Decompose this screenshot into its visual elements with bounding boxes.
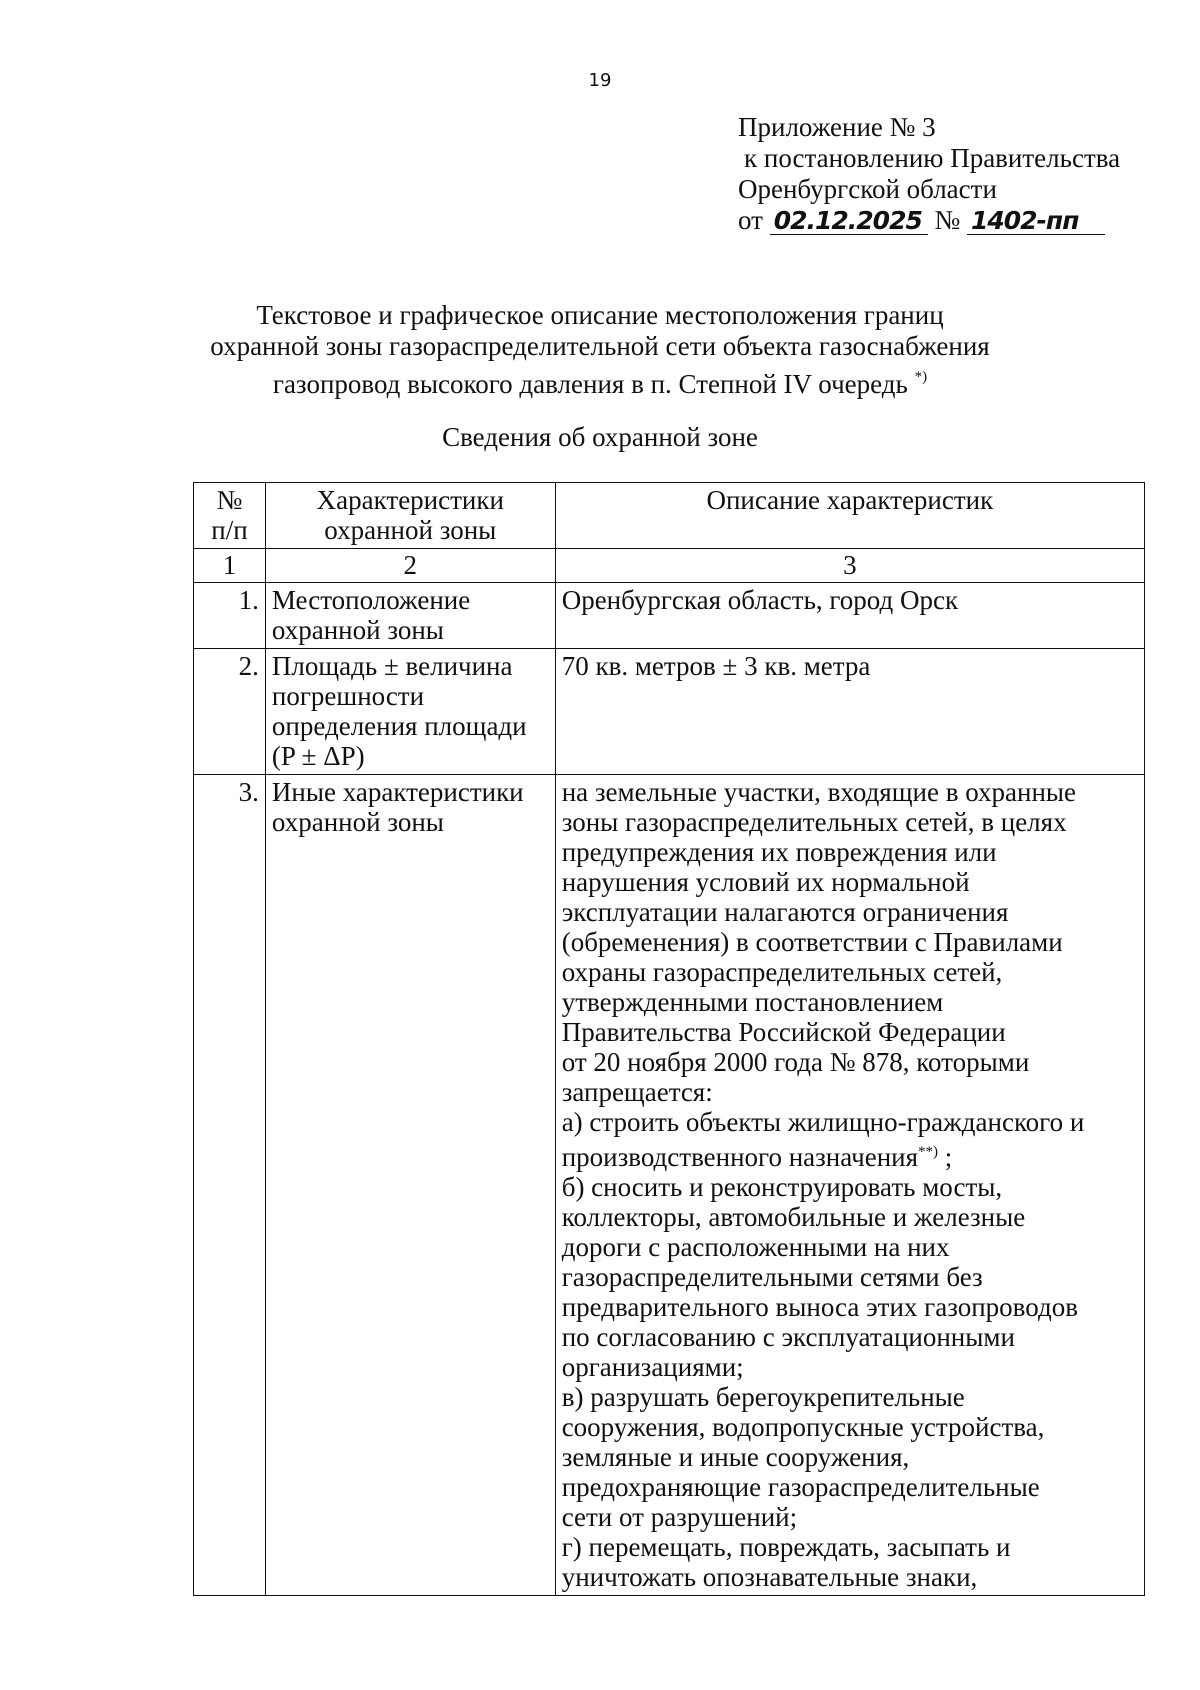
- row-number: 3.: [194, 775, 266, 1596]
- characteristic-line: охранной зоны: [271, 807, 444, 837]
- date-prefix: от: [738, 205, 763, 235]
- description-line: охраны газораспределительных сетей,: [561, 957, 1003, 987]
- description-line-with-footnote: [562, 1137, 1138, 1172]
- description-line: дороги с расположенными на них: [561, 1232, 950, 1262]
- description-line: организациями;: [561, 1352, 744, 1382]
- footnote-mark: **): [918, 1144, 939, 1160]
- row-description: [555, 583, 1144, 649]
- title-line-3-wrap: [0, 362, 1200, 400]
- description-line: зоны газораспределительных сетей, в целях: [561, 807, 1067, 837]
- header-characteristic-cell: [265, 483, 555, 549]
- description-line: Оренбургская область, город Орск: [561, 585, 959, 615]
- row-characteristic: [265, 583, 555, 649]
- description-line: 70 кв. метров ± 3 кв. метра: [561, 651, 871, 681]
- description-line: а) строить объекты жилищно-гражданского и: [561, 1107, 1085, 1137]
- table-row: [194, 649, 1145, 775]
- description-text: производственного назначения: [561, 1142, 919, 1172]
- characteristic-line: погрешности: [271, 681, 425, 711]
- header-characteristic-line-2: охранной зоны: [324, 515, 497, 545]
- description-line: газораспределительными сетями без: [561, 1262, 983, 1292]
- page-number: 19: [588, 70, 612, 91]
- document-title: [0, 300, 1200, 400]
- description-line: б) сносить и реконструировать мосты,: [561, 1172, 1003, 1202]
- appendix-block: [738, 112, 1120, 236]
- title-footnote-mark: *): [914, 369, 928, 385]
- appendix-line-2: к постановлению Правительства: [744, 143, 1121, 173]
- table-row: [194, 583, 1145, 649]
- description-line: Правительства Российской Федерации: [561, 1017, 1006, 1047]
- characteristic-line: Площадь ± величина: [271, 651, 513, 681]
- handwritten-date: 02.12.2025: [770, 208, 928, 235]
- description-line: в) разрушать берегоукрепительные: [561, 1382, 965, 1412]
- description-line: г) перемещать, повреждать, засыпать и: [561, 1532, 1011, 1562]
- table-header-row: [194, 483, 1145, 549]
- description-line: на земельные участки, входящие в охранные: [561, 777, 1077, 807]
- row-number: 2.: [194, 649, 266, 775]
- handwritten-number: 1402-пп: [967, 208, 1105, 235]
- description-line: сети от разрушений;: [561, 1502, 798, 1532]
- zone-info-table: [193, 482, 1145, 1596]
- description-line: утвержденными постановлением: [561, 987, 944, 1017]
- characteristic-line: Местоположение: [271, 585, 471, 615]
- appendix-line-3: Оренбургской области: [738, 174, 997, 204]
- section-subtitle: Сведения об охранной зоне: [442, 422, 758, 452]
- description-line: от 20 ноября 2000 года № 878, которыми: [561, 1047, 1030, 1077]
- row-description: [555, 775, 1144, 1596]
- description-line: (обременения) в соответствии с Правилами: [561, 927, 1063, 957]
- row-characteristic: [265, 775, 555, 1596]
- description-line: запрещается:: [561, 1077, 713, 1107]
- appendix-line-1: Приложение № 3: [738, 112, 936, 142]
- description-line: по согласованию с эксплуатационными: [561, 1322, 1015, 1352]
- description-line: сооружения, водопропускные устройства,: [561, 1412, 1045, 1442]
- table-row: [194, 775, 1145, 1596]
- title-line-1: Текстовое и графическое описание местоположения границ: [256, 300, 944, 330]
- description-line: предохраняющие газораспределительные: [561, 1472, 1040, 1502]
- title-line-3: газопровод высокого давления в п. Степной IV очередь: [272, 369, 908, 399]
- column-index-3: 3: [555, 549, 1144, 583]
- header-num-cell: [194, 483, 266, 549]
- column-index-row: [194, 549, 1145, 583]
- header-description-cell: Описание характеристик: [555, 483, 1144, 549]
- description-line: земляные и иные сооружения,: [561, 1442, 910, 1472]
- row-number: 1.: [194, 583, 266, 649]
- footnote-tail: ;: [938, 1142, 953, 1172]
- description-line: предупреждения их повреждения или: [561, 837, 997, 867]
- header-num-line-1: №: [216, 485, 243, 515]
- characteristic-line: определения площади: [271, 711, 527, 741]
- appendix-date-line: [738, 205, 1120, 236]
- row-characteristic: [265, 649, 555, 775]
- description-line: коллекторы, автомобильные и железные: [561, 1202, 1026, 1232]
- column-index-2: 2: [265, 549, 555, 583]
- row-description: [555, 649, 1144, 775]
- header-characteristic-line-1: Характеристики: [316, 485, 504, 515]
- number-prefix: №: [934, 205, 961, 235]
- characteristic-line: Иные характеристики: [271, 777, 524, 807]
- title-line-2: охранной зоны газораспределительной сети объекта газоснабжения: [210, 331, 990, 361]
- description-line: предварительного выноса этих газопроводов: [561, 1292, 1078, 1322]
- description-line: уничтожать опознавательные знаки,: [561, 1562, 978, 1592]
- characteristic-line: (P ± ΔP): [271, 741, 365, 771]
- description-line: эксплуатации налагаются ограничения: [561, 897, 1009, 927]
- column-index-1: 1: [194, 549, 266, 583]
- characteristic-line: охранной зоны: [271, 615, 444, 645]
- header-num-line-2: п/п: [211, 515, 248, 545]
- description-line: нарушения условий их нормальной: [561, 867, 970, 897]
